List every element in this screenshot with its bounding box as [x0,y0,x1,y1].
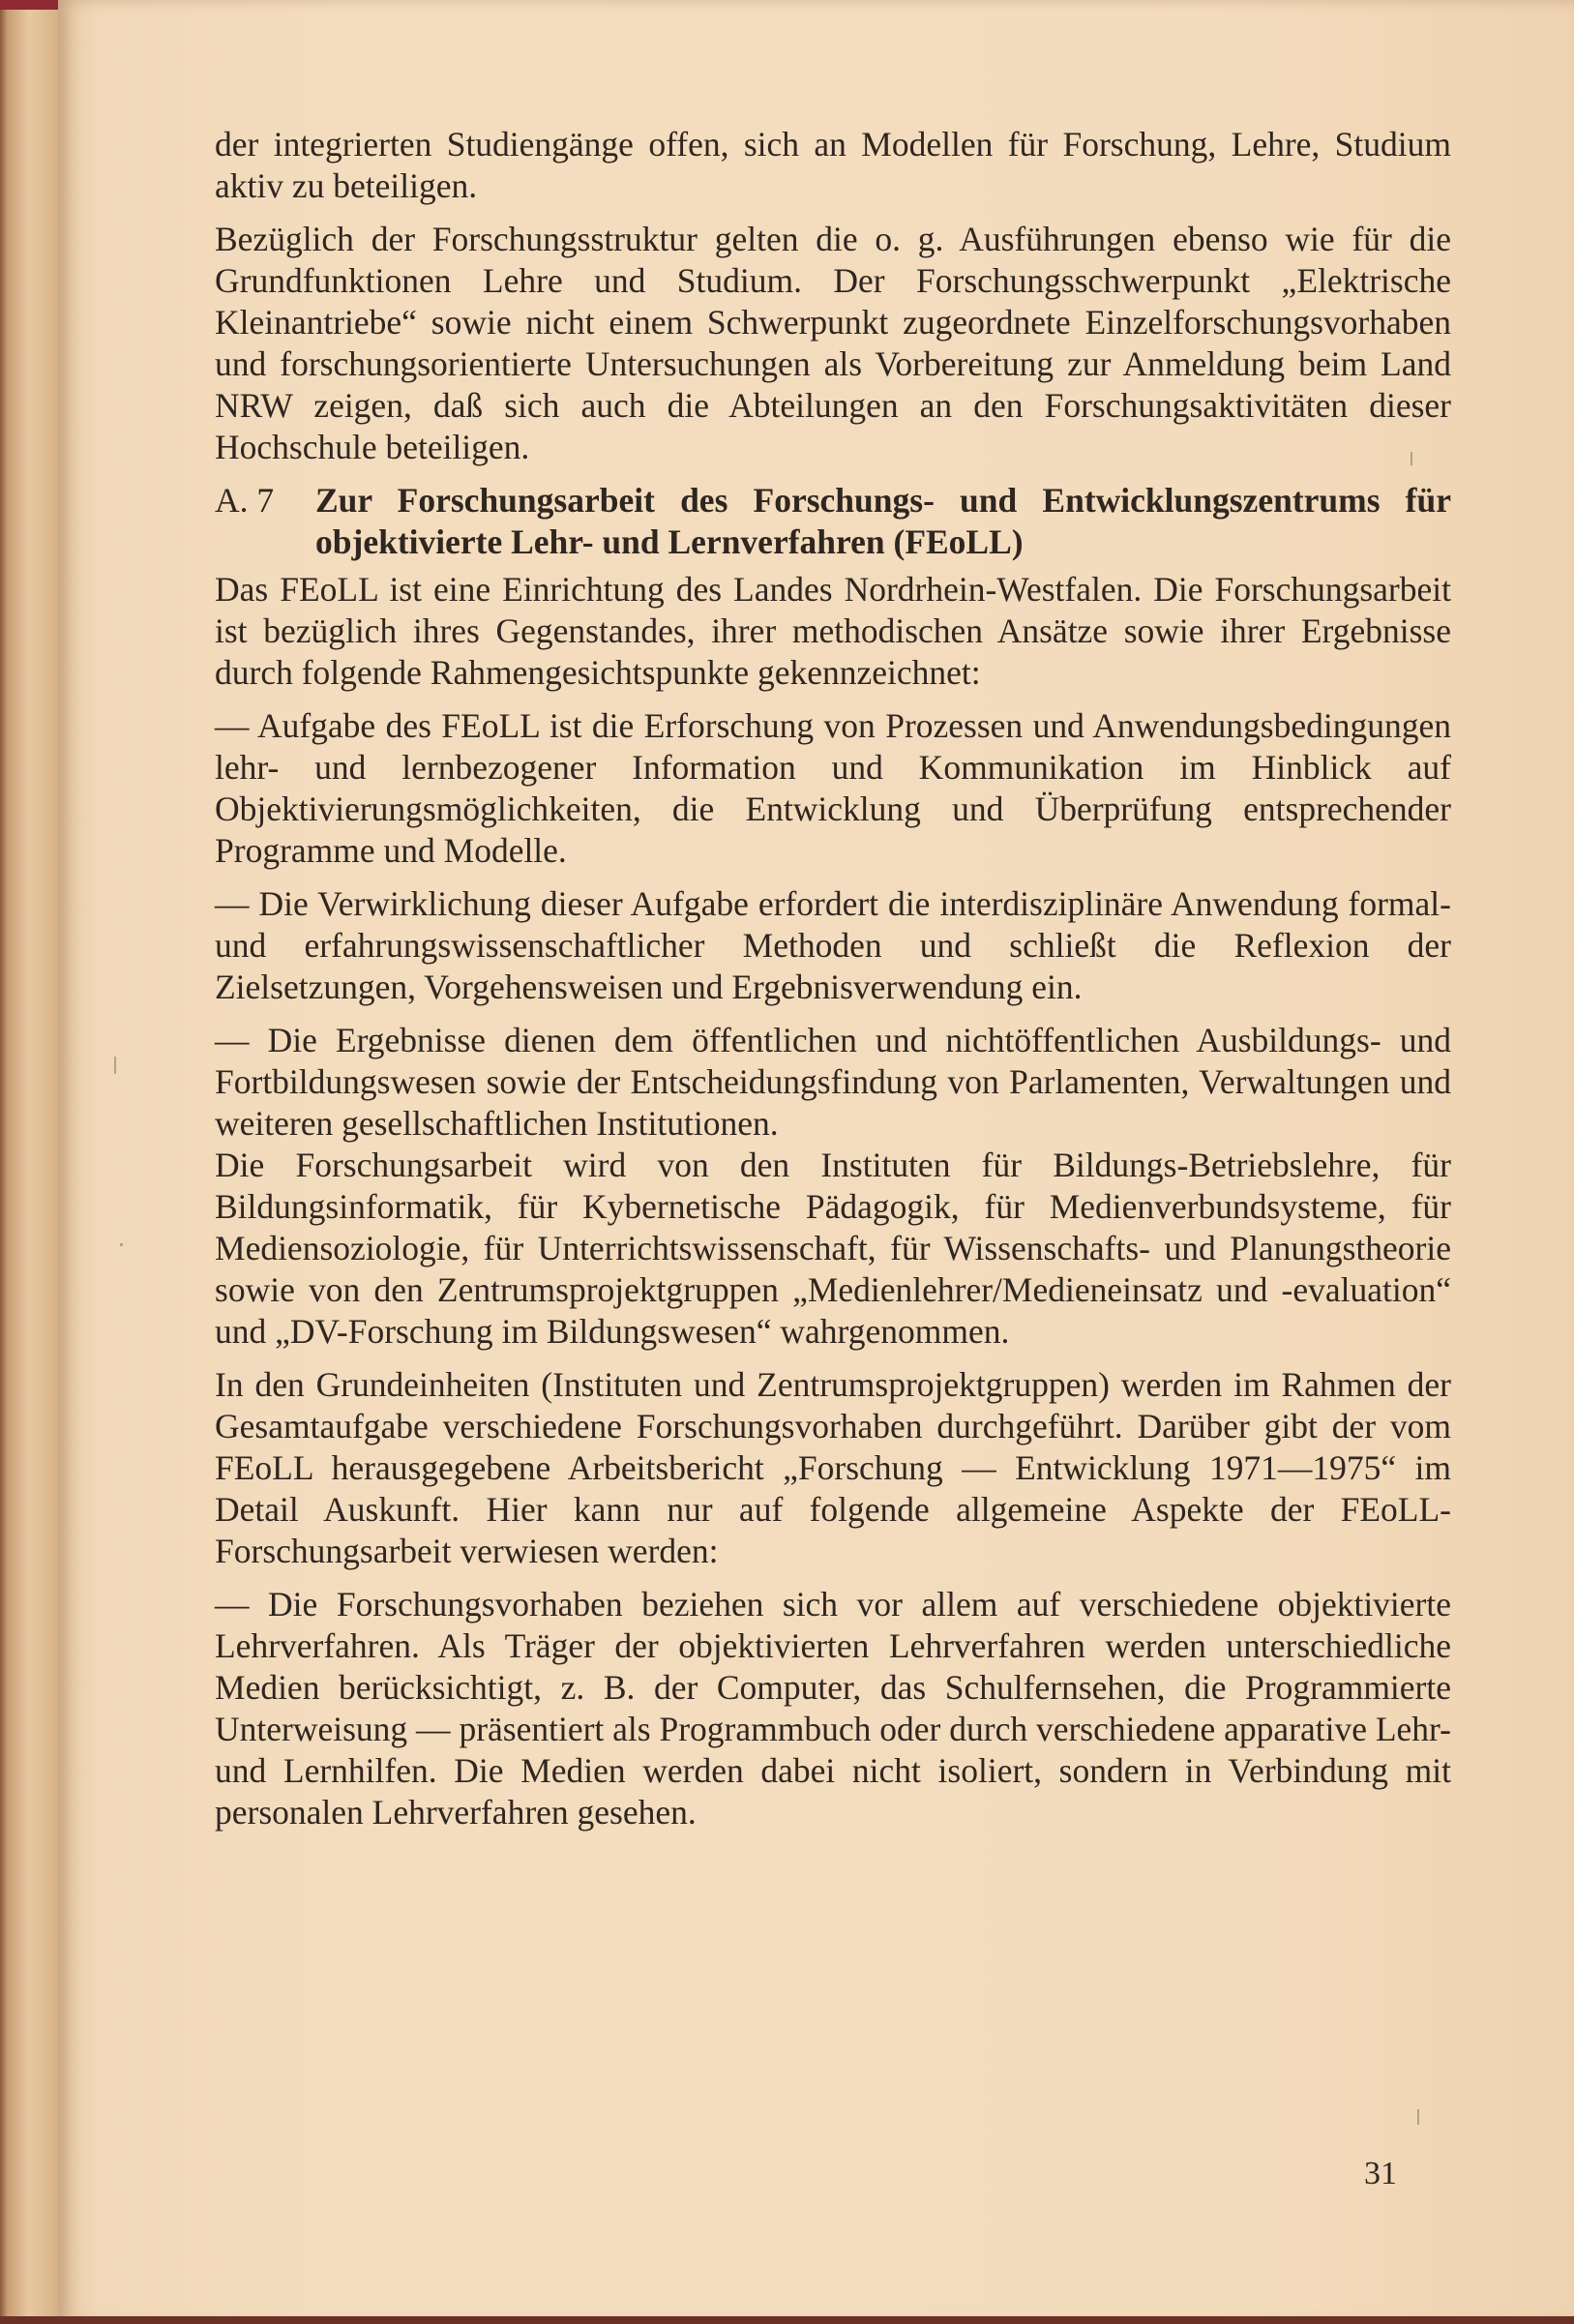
page-number: 31 [1364,2156,1397,2191]
page-text [215,124,1451,1845]
paper-speck [1411,452,1412,465]
page-bottom-edge [0,2316,1574,2324]
paper-speck [114,1057,116,1074]
bullet-aufgabe: — Aufgabe des FEoLL ist die Erforschung von Prozessen und Anwendungsbedingungen lehr- und lernbezogener Information und Kommunikation im Hinblick auf Objektivierungsmöglichkeiten, die Entwicklung und Überprüfung entsprechender Programme und Modelle. [215,706,1451,870]
section-heading [215,480,1451,563]
paper-speck [1417,2109,1419,2125]
bullet-verwirklichung: — Die Verwirklichung dieser Aufgabe erfordert die interdisziplinäre Anwendung formal- und erfahrungswissenschaftlicher Methoden und schließt die Reflexion der Zielsetzungen, Vorgehensweisen und Ergebnisverwendung ein. [215,884,1451,1006]
paragraph-intro-1: der integrierten Studiengänge offen, sich an Modellen für Forschung, Lehre, Studium aktiv zu beteiligen. [215,125,1451,205]
paragraph-intro-2: Bezüglich der Forschungsstruktur gelten die o. g. Ausführungen ebenso wie für die Grundfunktionen Lehre und Studium. Der Forschungsschwerpunkt „Elektrische Kleinantriebe“ sowie nicht einem Schwerpunkt zugeordnete Einzelforschungsvorhaben und forschungsorientierte Untersuchungen als Vorbereitung zur Anmeldung beim Land NRW zeigen, daß sich auch die Abteilungen an den Forschungsaktivitäten dieser Hochschule beteiligen. [215,220,1451,466]
bullet-ergebnisse: — Die Ergebnisse dienen dem öffentlichen und nichtöffentlichen Ausbildungs- und Fortbildungswesen sowie der Entscheidungsfindung von Parlamenten, Verwaltungen und weiteren gesellschaftlichen Institutionen. [215,1021,1451,1143]
paper-speck [120,1243,123,1246]
section-number: A. 7 [215,481,275,520]
bullet-forschungsvorhaben: — Die Forschungsvorhaben beziehen sich vor allem auf verschiedene objektivierte Lehrverfahren. Als Träger der objektivierten Lehrverfahren werden unterschiedliche Medien berücksichtigt, z. B. der Computer, das Schulfernsehen, die Programmierte Unterweisung — präsentiert als Programmbuch oder durch verschiedene apparative Lehr- und Lernhilfen. Die Medien werden dabei nicht isoliert, sondern in Verbindung mit personalen Lehrverfahren gesehen. [215,1585,1451,1832]
paragraph-institute: Die Forschungsarbeit wird von den Instituten für Bildungs-Betriebslehre, für Bildungsinformatik, für Kybernetische Pädagogik, für Medienverbundsysteme, für Mediensoziologie, für Unterrichtswissenschaft, für Wissenschafts- und Planungstheorie sowie von den Zentrumsprojektgruppen „Medienlehrer/Medieneinsatz und -evaluation“ und „DV-Forschung im Bildungswesen“ wahrgenommen. [215,1146,1451,1351]
paragraph-feoll-intro: Das FEoLL ist eine Einrichtung des Landes Nordrhein-Westfalen. Die Forschungsarbeit ist bezüglich ihres Gegenstandes, ihrer methodischen Ansätze sowie ihrer Ergebnisse durch folgende Rahmengesichtspunkte gekennzeichnet: [215,570,1451,692]
section-title: Zur Forschungsarbeit des Forschungs- und Entwicklungszentrums für objektivierte Lehr- und Lernverfahren (FEoLL) [315,481,1451,561]
paragraph-grundeinheiten: In den Grundeinheiten (Instituten und Zentrumsprojektgruppen) werden im Rahmen der Gesamtaufgabe verschiedene Forschungsvorhaben durchgeführt. Darüber gibt der vom FEoLL herausgegebene Arbeitsbericht „Forschung — Entwicklung 1971—1975“ im Detail Auskunft. Hier kann nur auf folgende allgemeine Aspekte der FEoLL-Forschungsarbeit verwiesen werden: [215,1365,1451,1570]
binding-tab [0,0,58,10]
